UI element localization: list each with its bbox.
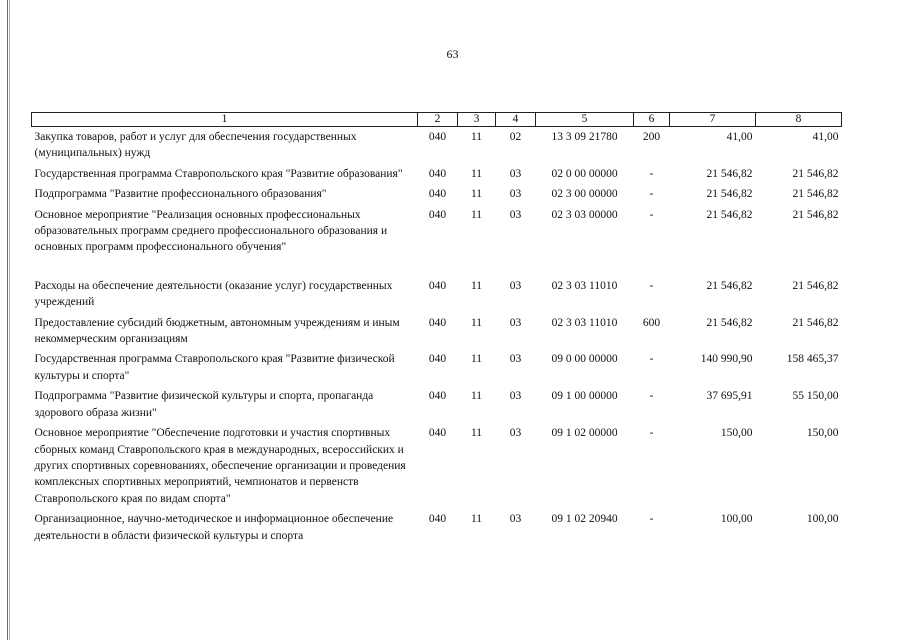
row-amount-8: 41,00 xyxy=(812,131,839,143)
row-subsection-code: 03 xyxy=(509,279,522,292)
row-amount-7: 21 546,82 xyxy=(706,316,753,329)
row-amount-8: 55 150,00 xyxy=(792,390,839,403)
row-section-code: 11 xyxy=(470,427,483,440)
row-subsection-code: 03 xyxy=(509,353,522,366)
row-expense-type: - xyxy=(649,167,654,180)
row-expense-type: 200 xyxy=(642,131,661,143)
row-section-code: 11 xyxy=(470,167,483,180)
row-amount-7: 150,00 xyxy=(720,427,753,440)
row-name: Основное мероприятие "Реализация основных профессиональных образовательных программ среднего профессионального образования и основных программ профессионального обучения" xyxy=(34,208,388,254)
row-section-code: 11 xyxy=(470,131,483,143)
row-section-code: 11 xyxy=(470,513,483,526)
column-header: 7 xyxy=(670,113,756,127)
column-header: 3 xyxy=(458,113,496,127)
row-ministry-code: 040 xyxy=(428,131,447,143)
row-amount-7: 140 990,90 xyxy=(700,353,753,366)
row-amount-8: 158 465,37 xyxy=(786,353,839,366)
row-expense-type: - xyxy=(649,188,654,201)
row-amount-7: 21 546,82 xyxy=(706,188,753,201)
row-ministry-code: 040 xyxy=(428,208,447,221)
row-expense-type: - xyxy=(649,208,654,221)
table-row xyxy=(32,423,842,509)
row-section-code: 11 xyxy=(470,316,483,329)
row-amount-7: 21 546,82 xyxy=(706,279,753,292)
row-name: Организационное, научно-методическое и информационное обеспечение деятельности в области физической культуры и спорта xyxy=(34,513,394,542)
column-header: 4 xyxy=(496,113,536,127)
row-subsection-code: 03 xyxy=(509,390,522,403)
row-expense-type: - xyxy=(649,353,654,366)
row-subsection-code: 03 xyxy=(509,427,522,440)
row-expense-type: - xyxy=(649,427,654,440)
row-target-code: 09 0 00 00000 xyxy=(551,353,618,366)
row-subsection-code: 03 xyxy=(509,316,522,329)
row-section-code: 11 xyxy=(470,208,483,221)
row-target-code: 02 3 03 11010 xyxy=(551,279,618,292)
blank-cell xyxy=(32,258,842,276)
table-row xyxy=(32,205,842,258)
row-expense-type: - xyxy=(649,513,654,526)
scan-edge-line xyxy=(7,0,8,640)
table-row xyxy=(32,276,842,313)
table-row xyxy=(32,509,842,546)
row-amount-7: 37 695,91 xyxy=(706,390,753,403)
blank-row xyxy=(32,258,842,276)
row-subsection-code: 02 xyxy=(509,131,522,143)
row-ministry-code: 040 xyxy=(428,188,447,201)
row-name: Расходы на обеспечение деятельности (оказание услуг) государственных учреждений xyxy=(34,279,393,309)
column-header: 5 xyxy=(536,113,634,127)
row-ministry-code: 040 xyxy=(428,427,447,440)
column-header: 8 xyxy=(756,113,842,127)
row-amount-8: 21 546,82 xyxy=(792,208,839,221)
row-subsection-code: 03 xyxy=(509,513,522,526)
row-section-code: 11 xyxy=(470,279,483,292)
row-amount-7: 41,00 xyxy=(726,131,753,143)
row-name: Подпрограмма "Развитие профессионального образования" xyxy=(34,188,327,201)
row-expense-type: 600 xyxy=(642,316,661,329)
row-target-code: 09 1 02 20940 xyxy=(551,513,618,526)
row-section-code: 11 xyxy=(470,390,483,403)
row-target-code: 09 1 00 00000 xyxy=(551,390,618,403)
row-subsection-code: 03 xyxy=(509,188,522,201)
row-amount-7: 21 546,82 xyxy=(706,208,753,221)
row-name: Основное мероприятие "Обеспечение подготовки и участия спортивных сборных команд Ставропольского края в международных, всероссийских и других спортивных соревнованиях, обеспечение организации и проведения комплексных спортивных мероприятий, чемпионатов и первенств Ставропольского края по видам спорта" xyxy=(34,427,406,505)
row-subsection-code: 03 xyxy=(509,208,522,221)
row-ministry-code: 040 xyxy=(428,316,447,329)
row-ministry-code: 040 xyxy=(428,353,447,366)
row-target-code: 02 3 03 11010 xyxy=(551,316,618,329)
row-amount-7: 100,00 xyxy=(720,513,753,526)
row-name: Подпрограмма "Развитие физической культуры и спорта, пропаганда здорового образа жизни" xyxy=(34,390,374,419)
row-target-code: 02 0 00 00000 xyxy=(551,167,618,180)
row-ministry-code: 040 xyxy=(428,279,447,292)
table-row xyxy=(32,184,842,204)
budget-table xyxy=(31,112,842,546)
row-amount-8: 21 546,82 xyxy=(792,279,839,292)
row-name: Предоставление субсидий бюджетным, автономным учреждениям и иным некоммерческим организациям xyxy=(34,316,400,346)
row-amount-8: 21 546,82 xyxy=(792,167,839,180)
row-section-code: 11 xyxy=(470,188,483,201)
row-section-code: 11 xyxy=(470,353,483,366)
table-row xyxy=(32,386,842,423)
row-subsection-code: 03 xyxy=(509,167,522,180)
row-target-code: 09 1 02 00000 xyxy=(551,427,618,440)
row-name: Государственная программа Ставропольского края "Развитие физической культуры и спорта" xyxy=(34,353,395,382)
column-header: 2 xyxy=(418,113,458,127)
page-number: 63 xyxy=(446,47,459,61)
row-name: Закупка товаров, работ и услуг для обеспечения государственных (муниципальных) нужд xyxy=(34,131,357,160)
row-amount-8: 100,00 xyxy=(806,513,839,526)
table-row xyxy=(32,349,842,386)
row-ministry-code: 040 xyxy=(428,167,447,180)
row-amount-8: 150,00 xyxy=(806,427,839,440)
row-target-code: 02 3 03 00000 xyxy=(551,208,618,221)
scan-edge-line xyxy=(9,0,10,640)
table-row xyxy=(32,127,842,164)
row-ministry-code: 040 xyxy=(428,390,447,403)
row-target-code: 13 3 09 21780 xyxy=(551,131,618,143)
column-header: 6 xyxy=(634,113,670,127)
column-header: 1 xyxy=(32,113,418,127)
table-row xyxy=(32,164,842,184)
row-amount-7: 21 546,82 xyxy=(706,167,753,180)
row-amount-8: 21 546,82 xyxy=(792,188,839,201)
table-header-row xyxy=(32,113,842,127)
row-expense-type: - xyxy=(649,279,654,292)
table-row xyxy=(32,313,842,350)
row-target-code: 02 3 00 00000 xyxy=(551,188,618,201)
row-expense-type: - xyxy=(649,390,654,403)
row-amount-8: 21 546,82 xyxy=(792,316,839,329)
row-name: Государственная программа Ставропольского края "Развитие образования" xyxy=(34,167,403,180)
row-ministry-code: 040 xyxy=(428,513,447,526)
